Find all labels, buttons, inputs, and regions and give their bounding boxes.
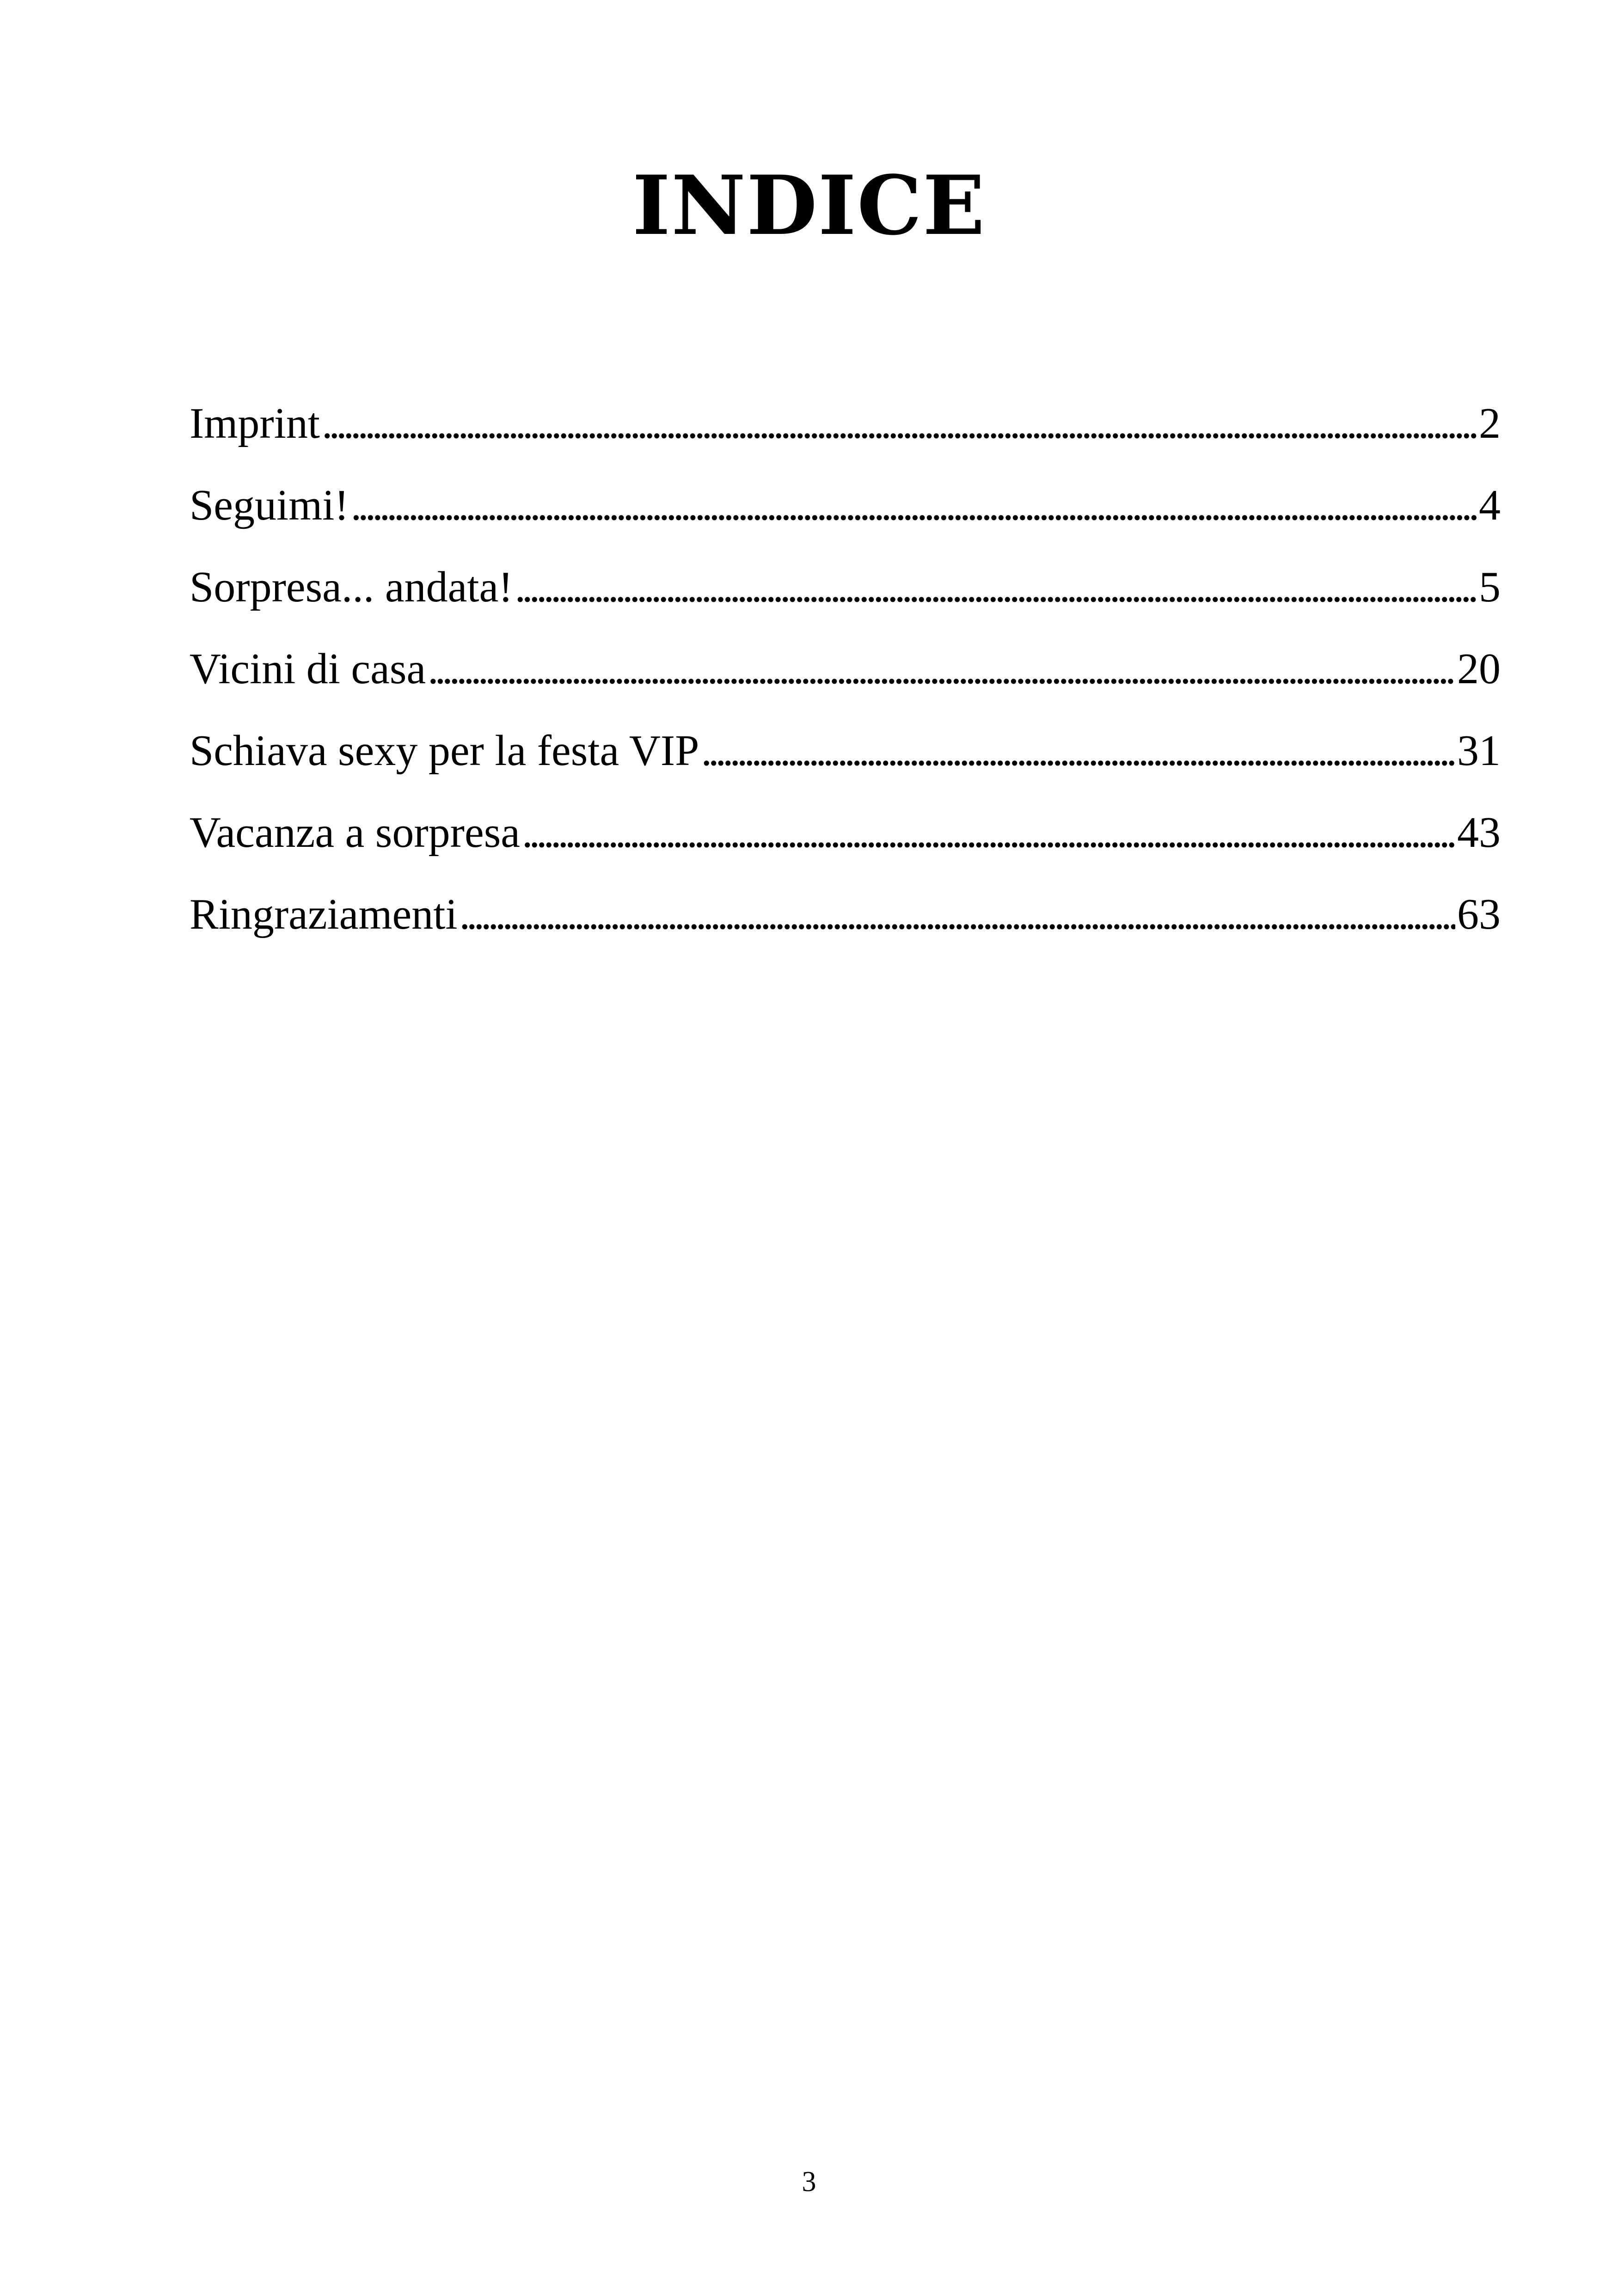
toc-entry-label: Seguimi! — [190, 481, 349, 529]
toc-dot-leader — [515, 546, 1477, 628]
page-number: 3 — [802, 2166, 816, 2198]
toc-entry-page: 2 — [1479, 399, 1501, 447]
toc-entry-vicini-di-casa — [190, 628, 1501, 710]
toc-entry-page: 5 — [1479, 563, 1501, 611]
toc-entry-label: Ringraziamenti — [190, 890, 458, 938]
toc-entry-page: 31 — [1457, 727, 1501, 775]
toc-dot-leader — [322, 383, 1477, 465]
toc-entry-seguimi — [190, 465, 1501, 546]
toc-entry-vacanza-a-sorpresa — [190, 792, 1501, 874]
toc-entry-page: 63 — [1457, 890, 1501, 938]
toc-dot-leader — [701, 710, 1455, 792]
toc-entry-page: 4 — [1479, 481, 1501, 529]
table-of-contents — [190, 383, 1501, 955]
toc-entry-imprint — [190, 383, 1501, 465]
toc-entry-label: Sorpresa... andata! — [190, 563, 513, 611]
toc-entry-ringraziamenti — [190, 874, 1501, 955]
toc-entry-label: Vacanza a sorpresa — [190, 808, 521, 857]
toc-entry-page: 43 — [1457, 808, 1501, 857]
toc-entry-label: Imprint — [190, 399, 320, 447]
toc-dot-leader — [459, 874, 1455, 955]
toc-entry-page: 20 — [1457, 645, 1501, 693]
toc-dot-leader — [351, 465, 1477, 546]
toc-dot-leader — [428, 628, 1455, 710]
toc-entry-schiava-sexy — [190, 710, 1501, 792]
toc-entry-sorpresa-andata — [190, 546, 1501, 628]
toc-entry-label: Schiava sexy per la festa VIP — [190, 727, 699, 775]
toc-entry-label: Vicini di casa — [190, 645, 426, 693]
toc-dot-leader — [522, 792, 1455, 874]
page-title: INDICE — [632, 158, 986, 253]
